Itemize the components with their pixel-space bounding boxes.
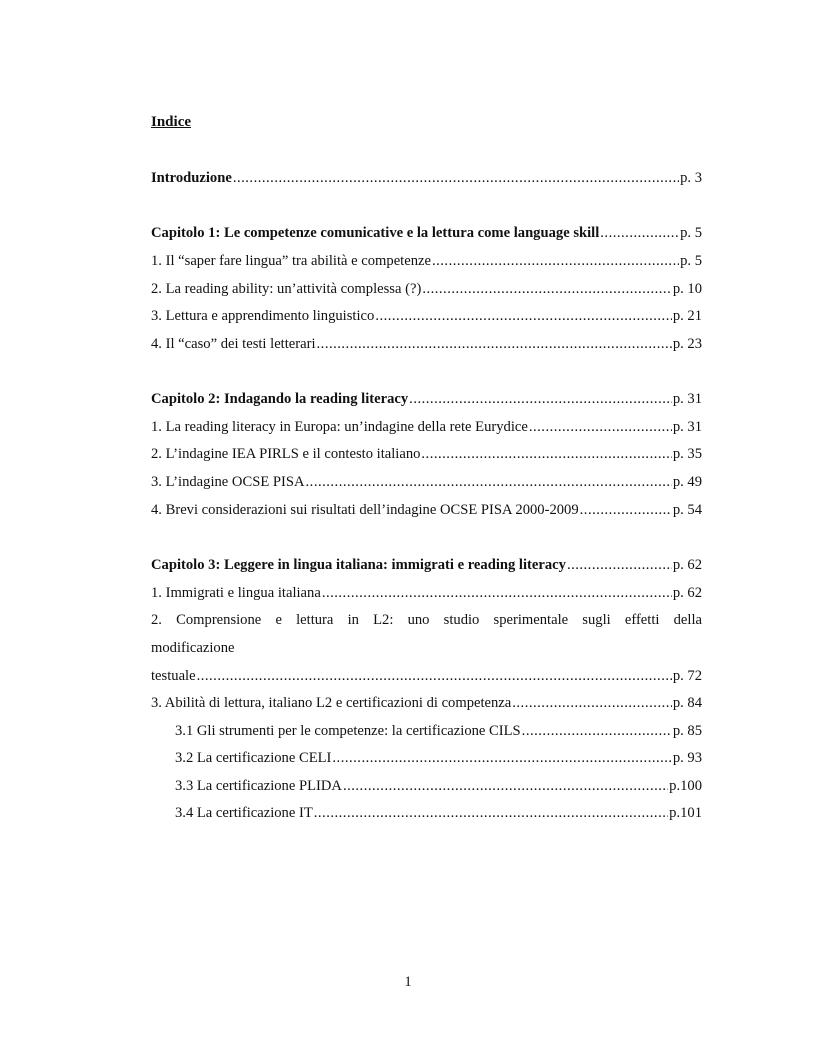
toc-entry-label: testuale: [151, 668, 196, 684]
toc-chapter-3: [151, 555, 702, 575]
toc-entry-label: 1. Il “saper fare lingua” tra abilità e competenze: [151, 253, 431, 269]
leader-dots: [421, 444, 671, 464]
toc-page-ref: p. 85: [672, 723, 702, 739]
leader-dots: [600, 223, 679, 243]
toc-page-ref: p. 31: [672, 419, 702, 435]
toc-subentry: [175, 748, 702, 768]
toc-page-ref: p. 3: [680, 170, 702, 186]
toc-page-ref: p. 62: [672, 585, 702, 601]
toc-entry: [151, 306, 702, 326]
leader-dots: [409, 389, 672, 409]
leader-dots: [197, 666, 672, 686]
leader-dots: [567, 555, 672, 575]
toc-entry-multiline-line3: [151, 666, 702, 686]
toc-page-ref: p.100: [669, 778, 702, 794]
leader-dots: [332, 748, 671, 768]
toc-entry-label: 1. La reading literacy in Europa: un’indagine della rete Eurydice: [151, 419, 528, 435]
leader-dots: [343, 776, 668, 796]
toc-entry-label: 3.2 La certificazione CELI: [175, 750, 332, 766]
toc-page-ref: p. 72: [672, 668, 702, 684]
toc-entry-label: Capitolo 2: Indagando la reading literacy: [151, 391, 409, 407]
toc-entry: [151, 583, 702, 603]
leader-dots: [432, 251, 679, 271]
toc-page-ref: p. 84: [672, 695, 702, 711]
toc-page-ref: p. 54: [672, 502, 702, 518]
toc-entry: [151, 279, 702, 299]
toc-page-ref: p. 62: [672, 557, 702, 573]
toc-entry-label: 2. L’indagine IEA PIRLS e il contesto italiano: [151, 446, 421, 462]
toc-entry-label: 3. Lettura e apprendimento linguistico: [151, 308, 375, 324]
toc-page-ref: p. 5: [680, 253, 702, 269]
leader-dots: [580, 500, 672, 520]
toc-entry-label: 1. Immigrati e lingua italiana: [151, 585, 321, 601]
leader-dots: [512, 693, 672, 713]
leader-dots: [314, 803, 668, 823]
toc-entry: [151, 251, 702, 271]
toc-chapter-1: [151, 223, 702, 243]
toc-entry-label: 4. Brevi considerazioni sui risultati dell’indagine OCSE PISA 2000-2009: [151, 502, 579, 518]
toc-subentry: [175, 721, 702, 741]
leader-dots: [375, 306, 672, 326]
toc-entry: [151, 472, 702, 492]
toc-entry-introduction: [151, 168, 702, 188]
toc-page-ref: p. 35: [672, 446, 702, 462]
leader-dots: [422, 279, 672, 299]
toc-page-ref: p. 21: [672, 308, 702, 324]
toc-entry-label: 2. La reading ability: un’attività complessa (?): [151, 281, 422, 297]
leader-dots: [522, 721, 672, 741]
leader-dots: [306, 472, 672, 492]
toc-page-ref: p. 23: [672, 336, 702, 352]
toc-page-ref: p. 31: [672, 391, 702, 407]
toc-subentry: [175, 776, 702, 796]
toc-page-ref: p. 49: [672, 474, 702, 490]
toc-entry-label: 3. Abilità di lettura, italiano L2 e certificazioni di competenza: [151, 695, 512, 711]
toc-entry-label: 3.4 La certificazione IT: [175, 805, 313, 821]
leader-dots: [317, 334, 672, 354]
toc-entry-label: 4. Il “caso” dei testi letterari: [151, 336, 316, 352]
toc-page-ref: p. 93: [672, 750, 702, 766]
toc-entry-multiline-line2: modificazione: [151, 640, 235, 656]
toc-chapter-2: [151, 389, 702, 409]
index-title: Indice: [151, 114, 192, 130]
toc-entry-label: 3. L’indagine OCSE PISA: [151, 474, 305, 490]
toc-entry-label: 3.1 Gli strumenti per le competenze: la certificazione CILS: [175, 723, 521, 739]
leader-dots: [233, 168, 679, 188]
toc-entry-label: Capitolo 1: Le competenze comunicative e la lettura come language skill: [151, 225, 600, 241]
toc-page-ref: p. 5: [680, 225, 702, 241]
leader-dots: [529, 417, 672, 437]
toc-entry: [151, 444, 702, 464]
toc-subentry: [175, 803, 702, 823]
toc-entry: [151, 334, 702, 354]
toc-entry-label: 3.3 La certificazione PLIDA: [175, 778, 342, 794]
toc-entry-multiline-line1: 2. Comprensione e lettura in L2: uno studio sperimentale sugli effetti della: [151, 612, 702, 628]
toc-entry-label: Capitolo 3: Leggere in lingua italiana: immigrati e reading literacy: [151, 557, 566, 573]
page-number: 1: [404, 974, 412, 990]
toc-entry: [151, 693, 702, 713]
leader-dots: [322, 583, 672, 603]
toc-page-ref: p.101: [669, 805, 702, 821]
toc-page-ref: p. 10: [672, 281, 702, 297]
toc-entry-label: Introduzione: [151, 170, 232, 186]
toc-entry: [151, 417, 702, 437]
toc-entry: [151, 500, 702, 520]
